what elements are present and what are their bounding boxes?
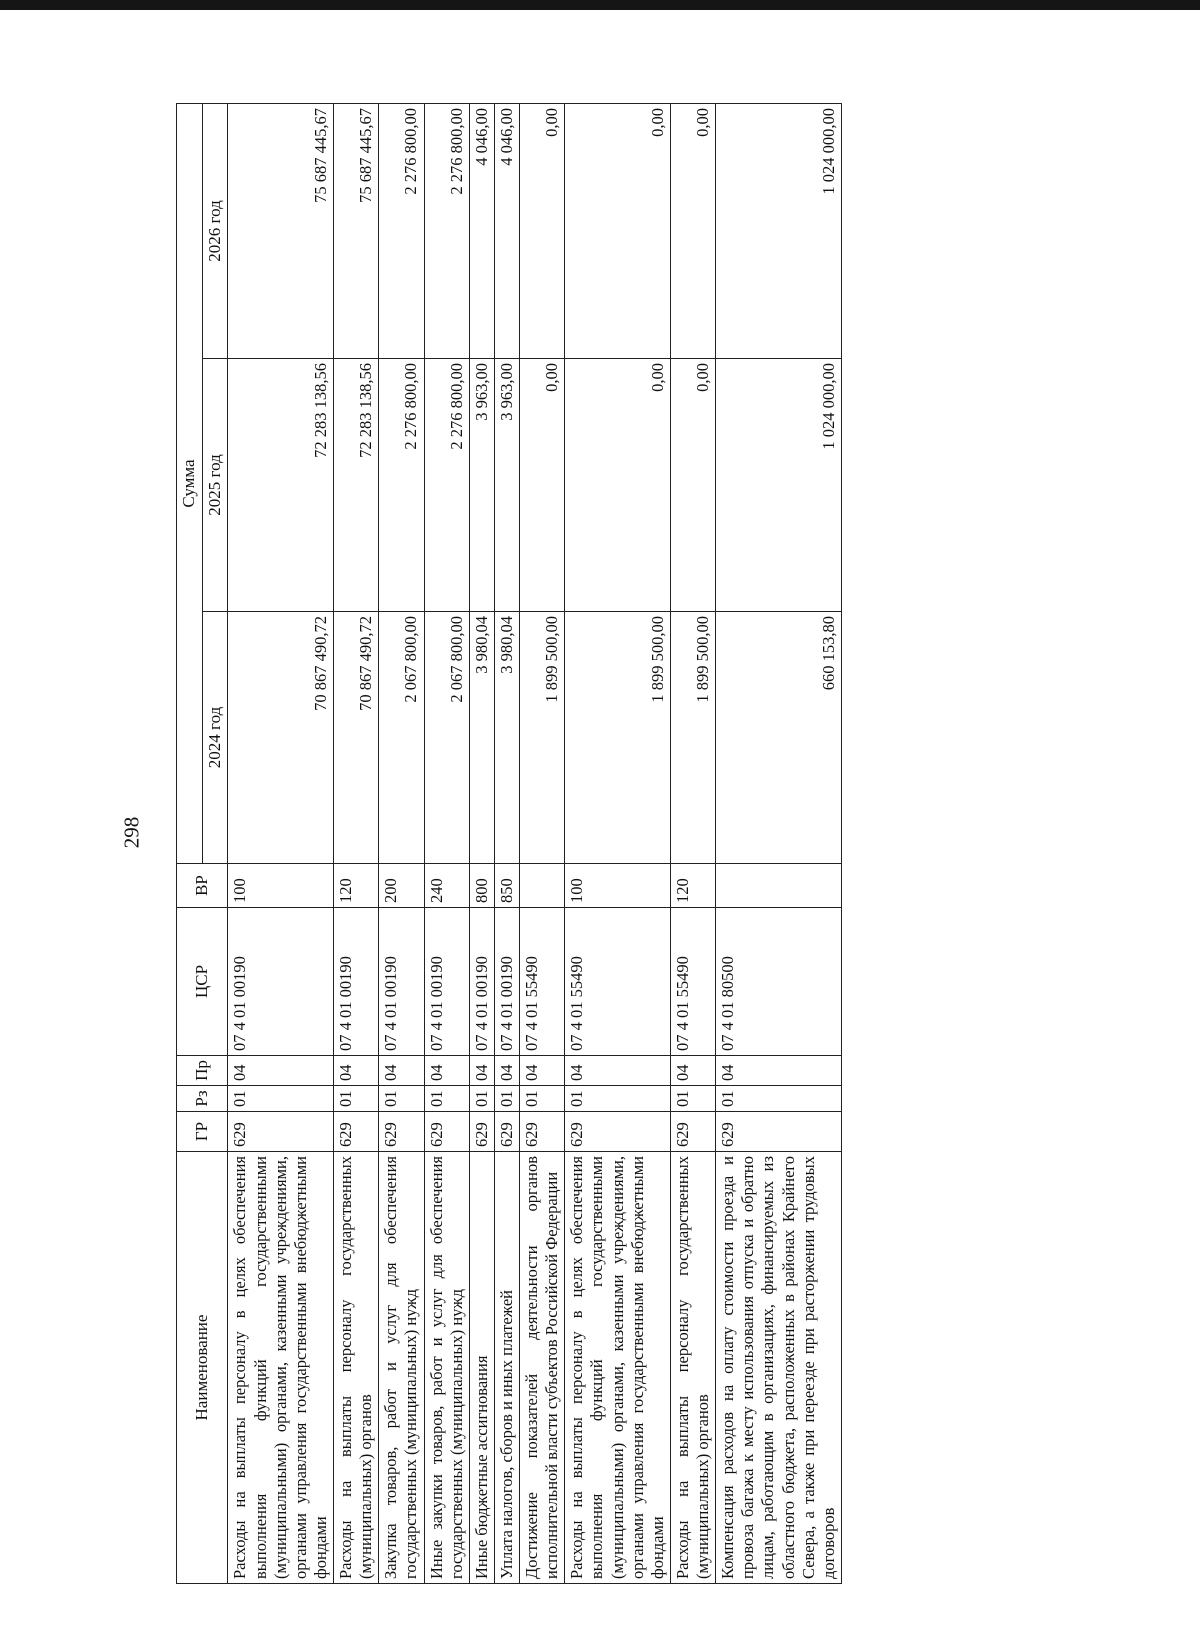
row-rz: 01 xyxy=(670,1086,715,1112)
row-pr: 04 xyxy=(565,1056,671,1086)
page-number: 298 xyxy=(119,816,144,849)
row-sum-2025: 0,00 xyxy=(520,359,565,612)
budget-table xyxy=(176,103,842,1584)
budget-table-rotated xyxy=(176,104,1006,1584)
row-name: Иные закупки товаров, работ и услуг для обеспечения государственных (муниципальных) нужд xyxy=(424,1152,469,1584)
row-sum-2026: 75 687 445,67 xyxy=(334,104,379,359)
row-name: Расходы на выплаты персоналу в целях обеспечения выполнения функций государственными (муниципальными) органами, казенными учреждениями, органами управления государственными внебюджетными фондами xyxy=(228,1152,334,1584)
table-row xyxy=(520,104,565,1584)
row-vr: 240 xyxy=(424,864,469,908)
row-sum-2026: 2 276 800,00 xyxy=(424,104,469,359)
row-name: Закупка товаров, работ и услуг для обеспечения государственных (муниципальных) нужд xyxy=(379,1152,424,1584)
header-vr: ВР xyxy=(177,864,228,908)
row-rz: 01 xyxy=(520,1086,565,1112)
row-rz: 01 xyxy=(379,1086,424,1112)
row-gr: 629 xyxy=(379,1112,424,1152)
row-name: Компенсация расходов на оплату стоимости проезда и провоза багажа к месту использования отпуска и обратно лицам, работающим в организациях, финансируемых из областного бюджета, расположенных в районах Крайнего Севера, а также при переезде при расторжении трудовых договоров xyxy=(716,1152,842,1584)
header-rz: Рз xyxy=(177,1086,228,1112)
row-sum-2024: 3 980,04 xyxy=(494,612,519,864)
table-row xyxy=(565,104,671,1584)
table-row xyxy=(716,104,842,1584)
row-csr: 07 4 01 00190 xyxy=(469,908,494,1056)
row-vr: 100 xyxy=(565,864,671,908)
scan-top-edge xyxy=(0,0,1200,10)
row-gr: 629 xyxy=(228,1112,334,1152)
row-gr: 629 xyxy=(424,1112,469,1152)
row-rz: 01 xyxy=(424,1086,469,1112)
header-gr: ГР xyxy=(177,1112,228,1152)
row-pr: 04 xyxy=(379,1056,424,1086)
table-row xyxy=(424,104,469,1584)
row-sum-2025: 1 024 000,00 xyxy=(716,359,842,612)
row-name: Расходы на выплаты персоналу государственных (муниципальных) органов xyxy=(670,1152,715,1584)
row-vr: 120 xyxy=(670,864,715,908)
row-csr: 07 4 01 00190 xyxy=(334,908,379,1056)
row-pr: 04 xyxy=(520,1056,565,1086)
header-sum: Сумма xyxy=(177,104,203,864)
row-vr: 120 xyxy=(334,864,379,908)
row-sum-2024: 1 899 500,00 xyxy=(565,612,671,864)
row-gr: 629 xyxy=(565,1112,671,1152)
row-sum-2026: 0,00 xyxy=(670,104,715,359)
row-name: Расходы на выплаты персоналу государственных (муниципальных) органов xyxy=(334,1152,379,1584)
row-csr: 07 4 01 55490 xyxy=(520,908,565,1056)
row-csr: 07 4 01 80500 xyxy=(716,908,842,1056)
header-pr: Пр xyxy=(177,1056,228,1086)
row-sum-2025: 2 276 800,00 xyxy=(424,359,469,612)
row-rz: 01 xyxy=(469,1086,494,1112)
row-gr: 629 xyxy=(716,1112,842,1152)
row-sum-2026: 0,00 xyxy=(565,104,671,359)
header-2025: 2025 год xyxy=(202,359,228,612)
table-row xyxy=(334,104,379,1584)
row-sum-2025: 72 283 138,56 xyxy=(334,359,379,612)
row-rz: 01 xyxy=(716,1086,842,1112)
header-2026: 2026 год xyxy=(202,104,228,359)
row-gr: 629 xyxy=(670,1112,715,1152)
row-gr: 629 xyxy=(494,1112,519,1152)
row-vr: 200 xyxy=(379,864,424,908)
row-pr: 04 xyxy=(716,1056,842,1086)
row-sum-2025: 3 963,00 xyxy=(469,359,494,612)
row-csr: 07 4 01 55490 xyxy=(565,908,671,1056)
row-pr: 04 xyxy=(469,1056,494,1086)
header-name: Наименование xyxy=(177,1152,228,1584)
row-sum-2024: 3 980,04 xyxy=(469,612,494,864)
row-pr: 04 xyxy=(494,1056,519,1086)
row-vr: 850 xyxy=(494,864,519,908)
row-rz: 01 xyxy=(334,1086,379,1112)
row-pr: 04 xyxy=(228,1056,334,1086)
row-gr: 629 xyxy=(469,1112,494,1152)
row-pr: 04 xyxy=(424,1056,469,1086)
row-gr: 629 xyxy=(520,1112,565,1152)
row-sum-2026: 1 024 000,00 xyxy=(716,104,842,359)
row-rz: 01 xyxy=(565,1086,671,1112)
row-sum-2024: 2 067 800,00 xyxy=(379,612,424,864)
header-csr: ЦСР xyxy=(177,908,228,1056)
row-csr: 07 4 01 00190 xyxy=(228,908,334,1056)
row-name: Иные бюджетные ассигнования xyxy=(469,1152,494,1584)
row-vr xyxy=(520,864,565,908)
row-pr: 04 xyxy=(670,1056,715,1086)
table-row xyxy=(494,104,519,1584)
row-vr: 800 xyxy=(469,864,494,908)
row-sum-2026: 4 046,00 xyxy=(494,104,519,359)
row-sum-2025: 2 276 800,00 xyxy=(379,359,424,612)
header-2024: 2024 год xyxy=(202,612,228,864)
table-row xyxy=(228,104,334,1584)
row-csr: 07 4 01 00190 xyxy=(424,908,469,1056)
row-rz: 01 xyxy=(228,1086,334,1112)
row-sum-2024: 660 153,80 xyxy=(716,612,842,864)
table-row xyxy=(670,104,715,1584)
row-sum-2024: 2 067 800,00 xyxy=(424,612,469,864)
row-vr xyxy=(716,864,842,908)
header-row xyxy=(177,104,203,1584)
row-sum-2024: 70 867 490,72 xyxy=(334,612,379,864)
row-csr: 07 4 01 55490 xyxy=(670,908,715,1056)
row-pr: 04 xyxy=(334,1056,379,1086)
row-name: Расходы на выплаты персоналу в целях обеспечения выполнения функций государственными (муниципальными) органами, казенными учреждениями, органами управления государственными внебюджетными фондами xyxy=(565,1152,671,1584)
row-name: Достижение показателей деятельности органов исполнительной власти субъектов Российской Федерации xyxy=(520,1152,565,1584)
row-sum-2025: 72 283 138,56 xyxy=(228,359,334,612)
row-sum-2026: 2 276 800,00 xyxy=(379,104,424,359)
row-sum-2026: 0,00 xyxy=(520,104,565,359)
row-csr: 07 4 01 00190 xyxy=(494,908,519,1056)
row-sum-2025: 0,00 xyxy=(670,359,715,612)
row-sum-2024: 70 867 490,72 xyxy=(228,612,334,864)
row-name: Уплата налогов, сборов и иных платежей xyxy=(494,1152,519,1584)
row-csr: 07 4 01 00190 xyxy=(379,908,424,1056)
row-sum-2025: 0,00 xyxy=(565,359,671,612)
row-sum-2025: 3 963,00 xyxy=(494,359,519,612)
table-row xyxy=(469,104,494,1584)
row-sum-2024: 1 899 500,00 xyxy=(670,612,715,864)
row-sum-2026: 75 687 445,67 xyxy=(228,104,334,359)
row-gr: 629 xyxy=(334,1112,379,1152)
row-vr: 100 xyxy=(228,864,334,908)
table-row xyxy=(379,104,424,1584)
row-rz: 01 xyxy=(494,1086,519,1112)
row-sum-2024: 1 899 500,00 xyxy=(520,612,565,864)
row-sum-2026: 4 046,00 xyxy=(469,104,494,359)
